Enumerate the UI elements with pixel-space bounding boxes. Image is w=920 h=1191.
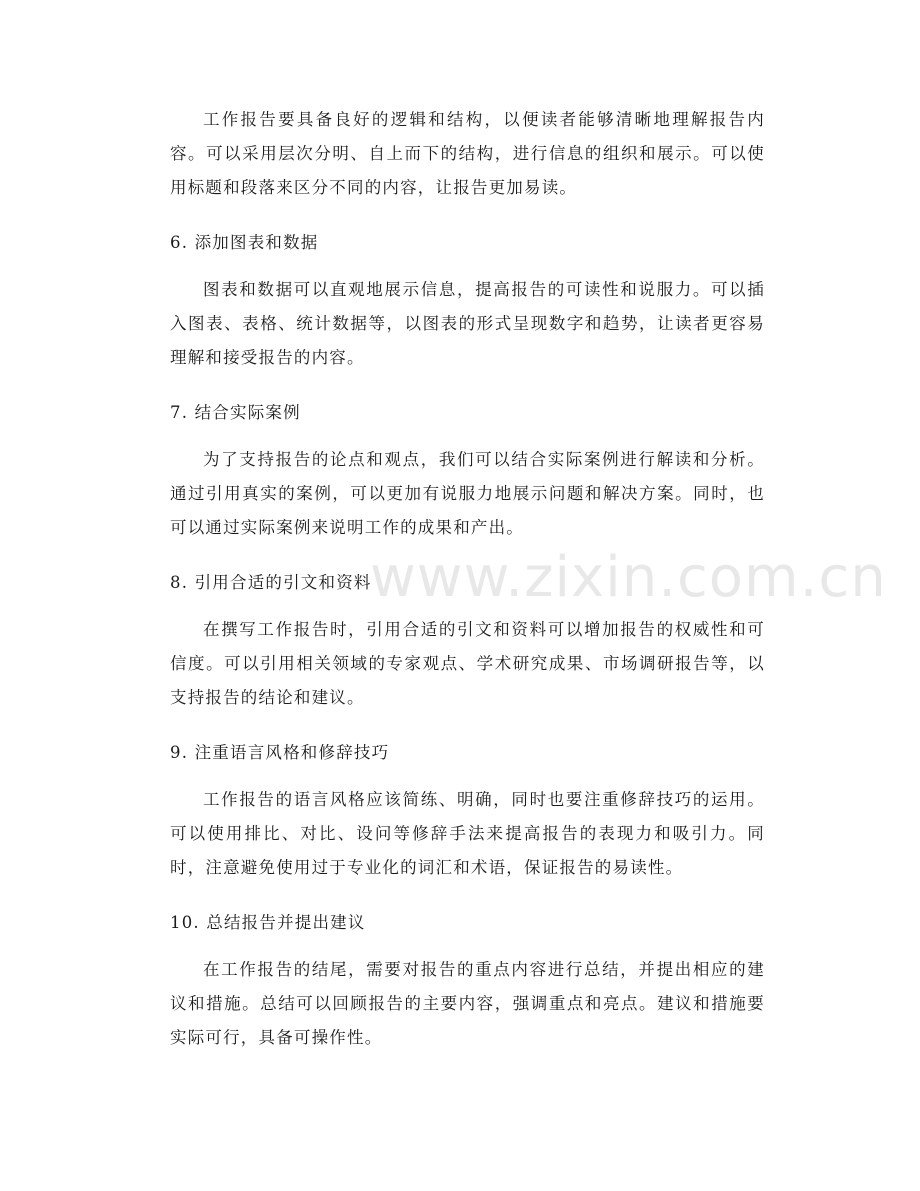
section-heading-8: 8. 引用合适的引文和资料: [170, 573, 372, 592]
section-heading-9: 9. 注重语言风格和修辞技巧: [170, 743, 390, 762]
watermark: www.zixin.com.cn: [370, 545, 887, 610]
section-heading-6: 6. 添加图表和数据: [170, 233, 319, 252]
section-body-10: 在工作报告的结尾，需要对报告的重点内容进行总结，并提出相应的建议和措施。总结可以回顾报告的主要内容，强调重点和亮点。建议和措施要实际可行，具备可操作性。: [170, 960, 765, 1047]
intro-paragraph: 工作报告要具备良好的逻辑和结构，以便读者能够清晰地理解报告内容。可以采用层次分明、自上而下的结构，进行信息的组织和展示。可以使用标题和段落来区分不同的内容，让报告更加易读。: [170, 110, 765, 197]
section-body-9: 工作报告的语言风格应该简练、明确，同时也要注重修辞技巧的运用。可以使用排比、对比、设问等修辞手法来提高报告的表现力和吸引力。同时，注意避免使用过于专业化的词汇和术语，保证报告的易读性。: [170, 790, 765, 877]
section-body-7: 为了支持报告的论点和观点，我们可以结合实际案例进行解读和分析。通过引用真实的案例，可以更加有说服力地展示问题和解决方案。同时，也可以通过实际案例来说明工作的成果和产出。: [170, 450, 765, 537]
section-body-8: 在撰写工作报告时，引用合适的引文和资料可以增加报告的权威性和可信度。可以引用相关领域的专家观点、学术研究成果、市场调研报告等，以支持报告的结论和建议。: [170, 620, 765, 707]
section-heading-10: 10. 总结报告并提出建议: [170, 913, 366, 932]
section-body-6: 图表和数据可以直观地展示信息，提高报告的可读性和说服力。可以插入图表、表格、统计数据等，以图表的形式呈现数字和趋势，让读者更容易理解和接受报告的内容。: [170, 280, 765, 367]
section-heading-7: 7. 结合实际案例: [170, 403, 301, 422]
